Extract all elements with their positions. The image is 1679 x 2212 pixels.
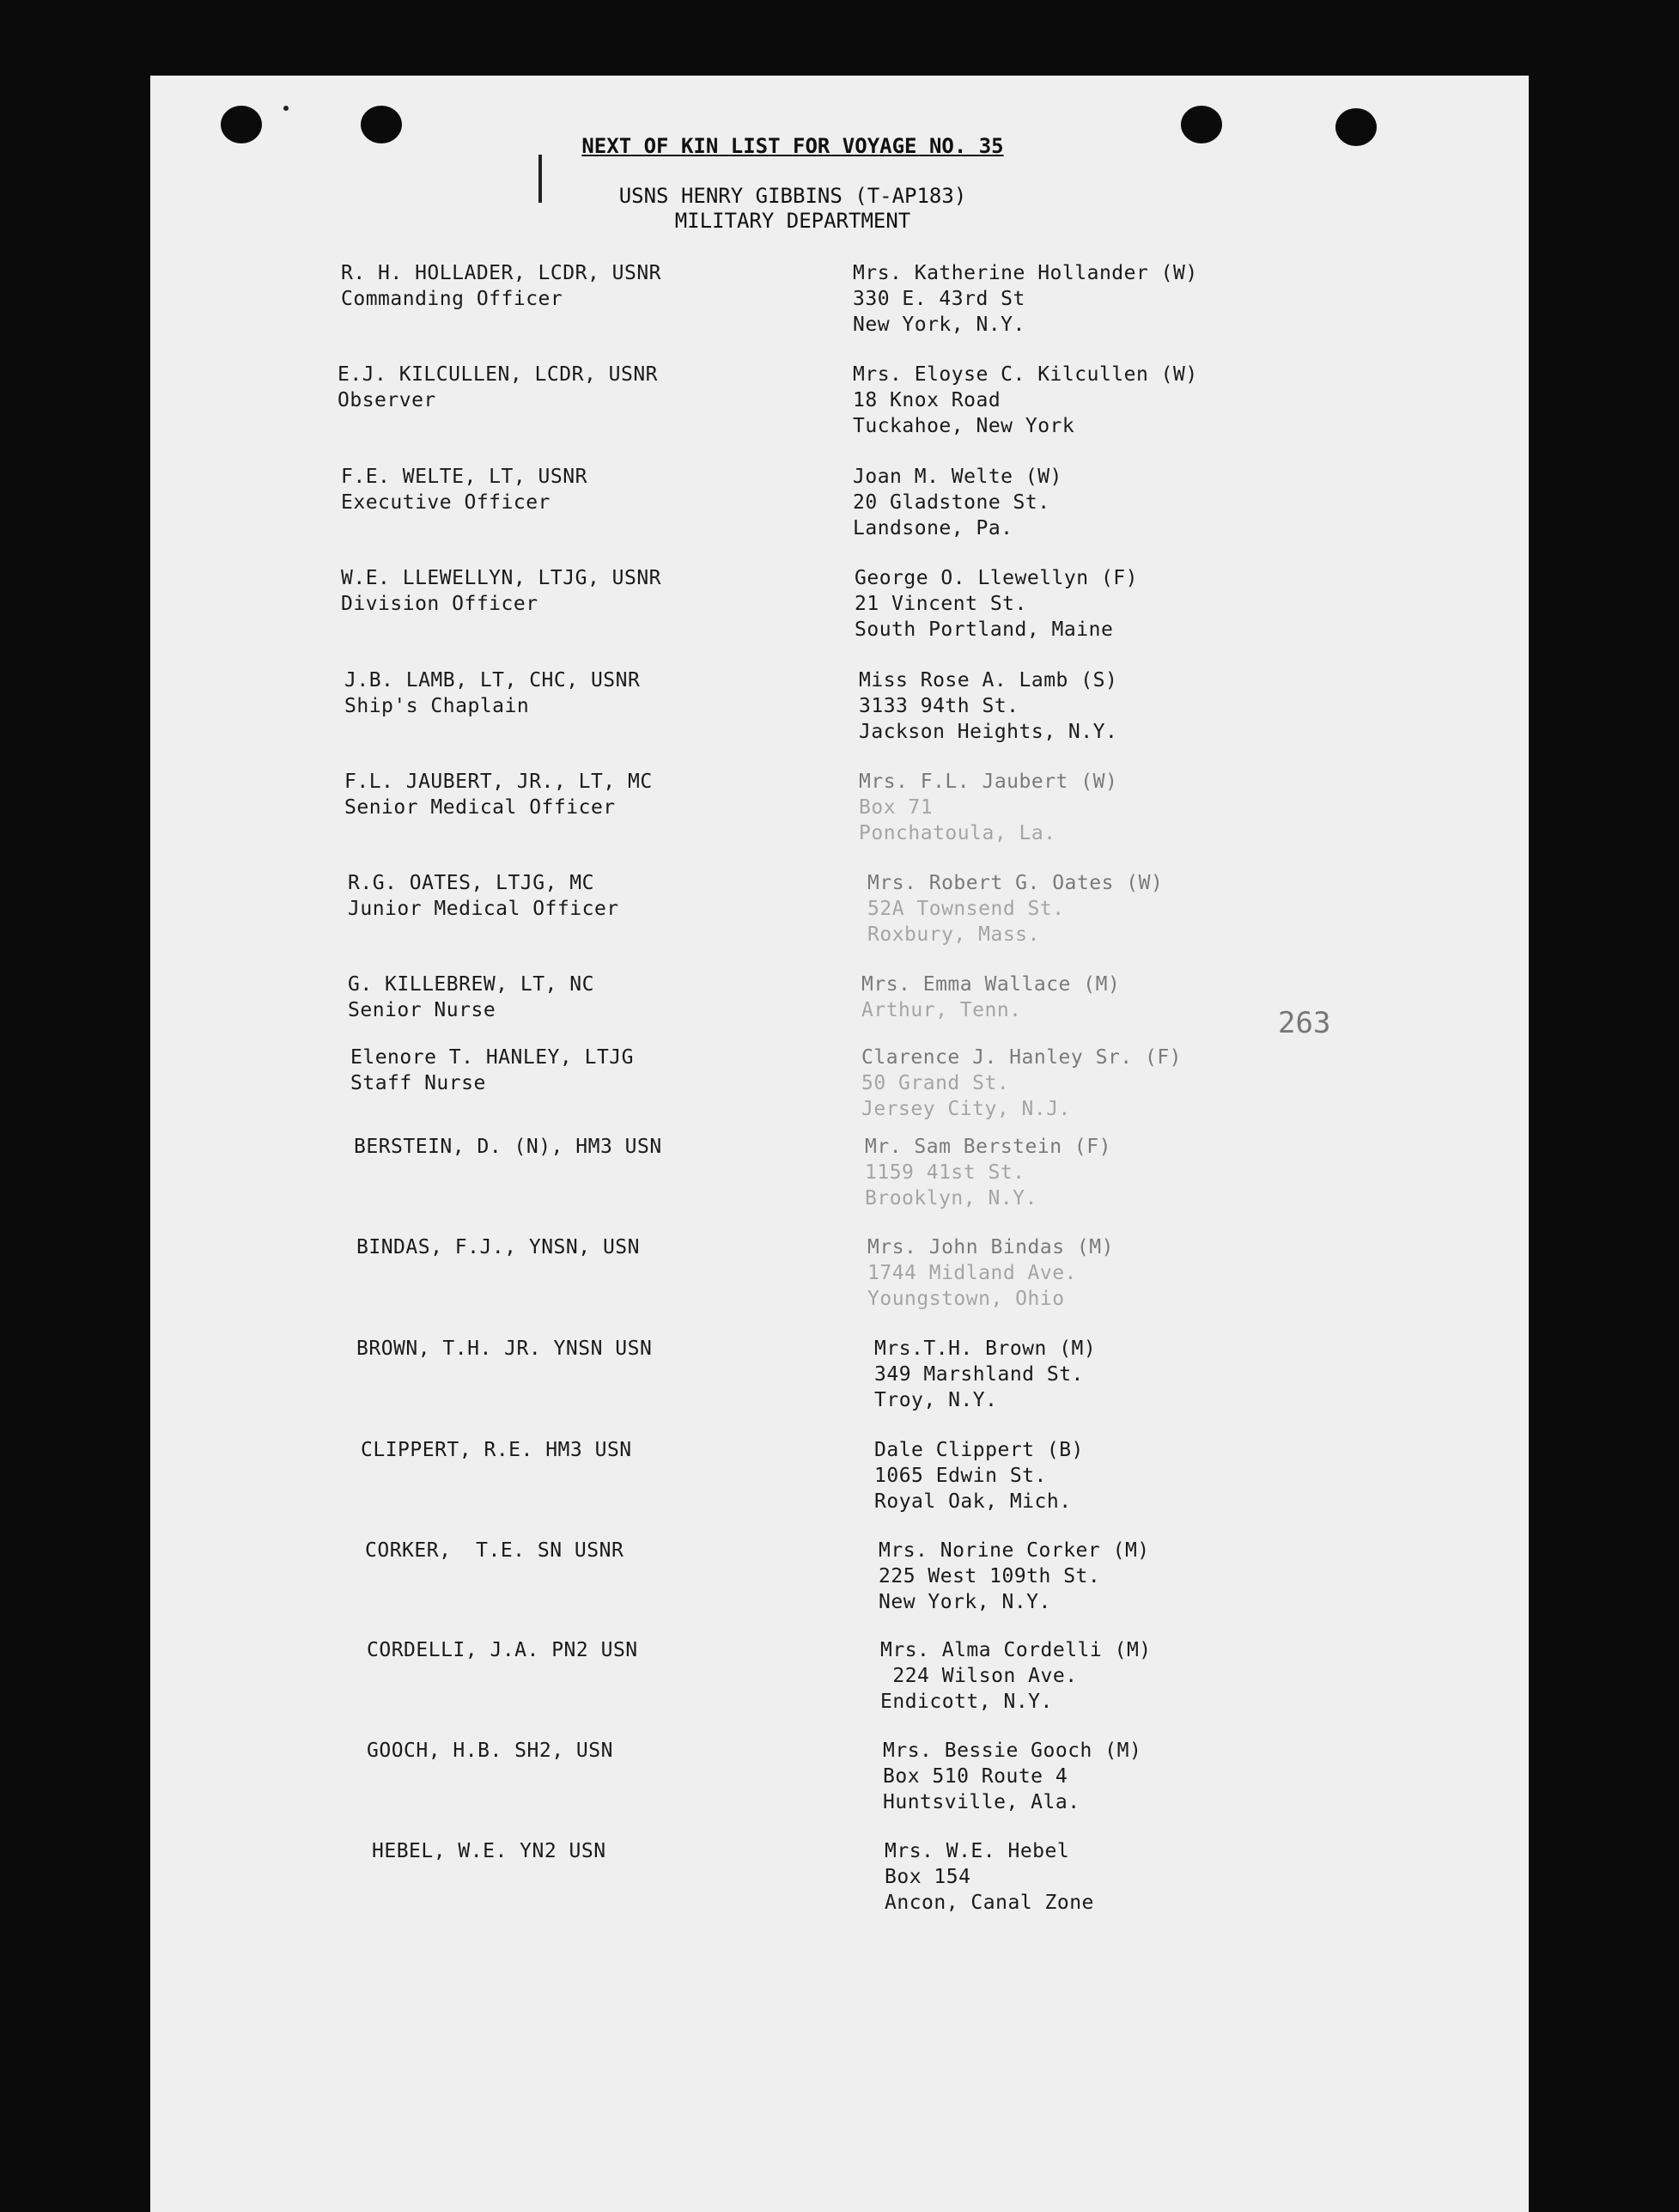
entry-next-of-kin bbox=[861, 1045, 1182, 1122]
kin-line: New York, N.Y. bbox=[853, 314, 1025, 336]
kin-line: South Portland, Maine bbox=[855, 619, 1114, 641]
member-name: GOOCH, H.B. SH2, USN bbox=[367, 1740, 613, 1762]
member-name: E.J. KILCULLEN, LCDR, USNR bbox=[338, 363, 659, 386]
entry-next-of-kin bbox=[874, 1437, 1084, 1514]
entry-service-member bbox=[356, 1234, 640, 1260]
entry-next-of-kin bbox=[853, 362, 1198, 439]
kin-line: 224 Wilson Ave. bbox=[880, 1665, 1078, 1687]
kin-line: Jersey City, N.J. bbox=[861, 1098, 1071, 1120]
kin-line: Dale Clippert (B) bbox=[874, 1439, 1084, 1461]
kin-line: Mrs. Emma Wallace (M) bbox=[861, 973, 1121, 996]
entry-next-of-kin bbox=[880, 1637, 1152, 1715]
member-name: R. H. HOLLADER, LCDR, USNR bbox=[341, 262, 662, 284]
punch-hole bbox=[1335, 108, 1377, 146]
kin-line: Mrs. Norine Corker (M) bbox=[879, 1539, 1150, 1562]
punch-hole bbox=[221, 106, 262, 143]
entry-next-of-kin bbox=[853, 260, 1198, 338]
kin-line: 1159 41st St. bbox=[865, 1161, 1025, 1184]
kin-line: 52A Townsend St. bbox=[867, 898, 1065, 920]
kin-line: Clarence J. Hanley Sr. (F) bbox=[861, 1046, 1183, 1069]
kin-line: 18 Knox Road bbox=[853, 389, 1001, 411]
kin-line: Endicott, N.Y. bbox=[880, 1691, 1053, 1713]
member-name: CORDELLI, J.A. PN2 USN bbox=[367, 1639, 638, 1661]
kin-line: 20 Gladstone St. bbox=[853, 491, 1050, 514]
entry-service-member bbox=[338, 362, 658, 413]
entry-service-member bbox=[341, 260, 661, 312]
kin-line: Mr. Sam Berstein (F) bbox=[865, 1136, 1111, 1158]
kin-line: 330 E. 43rd St bbox=[853, 288, 1025, 310]
member-role: Senior Nurse bbox=[348, 999, 496, 1021]
member-name: G. KILLEBREW, LT, NC bbox=[348, 973, 594, 996]
entry-next-of-kin bbox=[879, 1538, 1150, 1615]
entry-service-member bbox=[356, 1336, 652, 1362]
member-name: BROWN, T.H. JR. YNSN USN bbox=[356, 1338, 653, 1360]
kin-line: Box 154 bbox=[885, 1866, 971, 1888]
kin-line: 349 Marshland St. bbox=[874, 1363, 1084, 1386]
kin-line: Mrs. Eloyse C. Kilcullen (W) bbox=[853, 363, 1198, 386]
member-name: CLIPPERT, R.E. HM3 USN bbox=[361, 1439, 632, 1461]
kin-line: Mrs. Bessie Gooch (M) bbox=[883, 1740, 1142, 1762]
member-role: Commanding Officer bbox=[341, 288, 563, 310]
entry-service-member bbox=[348, 870, 619, 922]
ship-name: USNS HENRY GIBBINS (T-AP183) bbox=[618, 184, 967, 208]
entry-next-of-kin bbox=[855, 565, 1138, 643]
document-title: NEXT OF KIN LIST FOR VOYAGE NO. 35 bbox=[581, 134, 1004, 158]
entry-service-member bbox=[365, 1538, 624, 1563]
kin-line: Brooklyn, N.Y. bbox=[865, 1187, 1037, 1210]
kin-line: Huntsville, Ala. bbox=[883, 1791, 1080, 1813]
kin-line: Mrs. John Bindas (M) bbox=[867, 1236, 1114, 1258]
member-role: Senior Medical Officer bbox=[344, 796, 616, 819]
member-name: Elenore T. HANLEY, LTJG bbox=[350, 1046, 634, 1069]
member-role: Executive Officer bbox=[341, 491, 551, 514]
kin-line: Ancon, Canal Zone bbox=[885, 1892, 1094, 1914]
kin-line: Mrs. Robert G. Oates (W) bbox=[867, 872, 1164, 894]
member-name: F.E. WELTE, LT, USNR bbox=[341, 466, 587, 488]
entry-next-of-kin bbox=[859, 769, 1117, 846]
kin-line: Miss Rose A. Lamb (S) bbox=[859, 669, 1118, 692]
entry-service-member bbox=[350, 1045, 634, 1096]
entry-next-of-kin bbox=[859, 667, 1117, 745]
kin-line: 1744 Midland Ave. bbox=[867, 1262, 1077, 1284]
kin-line: Mrs. Alma Cordelli (M) bbox=[880, 1639, 1152, 1661]
member-name: F.L. JAUBERT, JR., LT, MC bbox=[344, 771, 653, 793]
entry-next-of-kin bbox=[885, 1838, 1094, 1916]
kin-line: Jackson Heights, N.Y. bbox=[859, 721, 1118, 743]
kin-line: 1065 Edwin St. bbox=[874, 1465, 1047, 1487]
entry-service-member bbox=[372, 1838, 606, 1864]
kin-line: Mrs. Katherine Hollander (W) bbox=[853, 262, 1198, 284]
speck bbox=[283, 106, 289, 111]
entry-service-member bbox=[341, 565, 661, 617]
kin-line: Mrs.T.H. Brown (M) bbox=[874, 1338, 1097, 1360]
kin-line: Mrs. F.L. Jaubert (W) bbox=[859, 771, 1118, 793]
entry-next-of-kin bbox=[867, 1234, 1114, 1312]
entry-service-member bbox=[361, 1437, 632, 1463]
kin-line: 50 Grand St. bbox=[861, 1072, 1010, 1094]
kin-line: Ponchatoula, La. bbox=[859, 822, 1056, 844]
member-name: J.B. LAMB, LT, CHC, USNR bbox=[344, 669, 641, 692]
member-role: Staff Nurse bbox=[350, 1072, 486, 1094]
punch-hole bbox=[1181, 106, 1222, 143]
kin-line: Royal Oak, Mich. bbox=[874, 1490, 1072, 1513]
kin-line: Box 71 bbox=[859, 796, 934, 819]
kin-line: George O. Llewellyn (F) bbox=[855, 567, 1138, 589]
entry-next-of-kin bbox=[853, 464, 1062, 541]
member-name: HEBEL, W.E. YN2 USN bbox=[372, 1840, 606, 1862]
kin-line: 3133 94th St. bbox=[859, 695, 1019, 717]
page-number: 263 bbox=[1278, 1006, 1331, 1040]
member-role: Junior Medical Officer bbox=[348, 898, 619, 920]
kin-line: Arthur, Tenn. bbox=[861, 999, 1022, 1021]
entry-next-of-kin bbox=[883, 1738, 1141, 1815]
member-role: Observer bbox=[338, 389, 436, 411]
kin-line: New York, N.Y. bbox=[879, 1591, 1051, 1613]
kin-line: Landsone, Pa. bbox=[853, 517, 1013, 539]
entry-next-of-kin bbox=[874, 1336, 1096, 1413]
kin-line: Box 510 Route 4 bbox=[883, 1765, 1068, 1788]
kin-line: Roxbury, Mass. bbox=[867, 923, 1040, 946]
entry-service-member bbox=[344, 769, 653, 820]
kin-line: 21 Vincent St. bbox=[855, 593, 1027, 615]
entry-service-member bbox=[348, 972, 594, 1023]
entry-service-member bbox=[354, 1134, 662, 1160]
entry-next-of-kin bbox=[867, 870, 1163, 948]
kin-line: 225 West 109th St. bbox=[879, 1565, 1101, 1587]
member-name: BERSTEIN, D. (N), HM3 USN bbox=[354, 1136, 662, 1158]
entry-service-member bbox=[367, 1637, 638, 1663]
kin-line: Mrs. W.E. Hebel bbox=[885, 1840, 1070, 1862]
entry-service-member bbox=[344, 667, 640, 719]
member-name: W.E. LLEWELLYN, LTJG, USNR bbox=[341, 567, 662, 589]
kin-line: Tuckahoe, New York bbox=[853, 415, 1075, 437]
kin-line: Joan M. Welte (W) bbox=[853, 466, 1062, 488]
member-role: Division Officer bbox=[341, 593, 538, 615]
department-name: MILITARY DEPARTMENT bbox=[674, 209, 911, 233]
entry-next-of-kin bbox=[861, 972, 1120, 1023]
kin-line: Troy, N.Y. bbox=[874, 1389, 998, 1411]
member-name: BINDAS, F.J., YNSN, USN bbox=[356, 1236, 640, 1258]
member-name: CORKER, T.E. SN USNR bbox=[365, 1539, 624, 1562]
member-name: R.G. OATES, LTJG, MC bbox=[348, 872, 594, 894]
entry-service-member bbox=[367, 1738, 613, 1764]
kin-line: Youngstown, Ohio bbox=[867, 1288, 1065, 1310]
document-page bbox=[150, 76, 1529, 2212]
entry-next-of-kin bbox=[865, 1134, 1111, 1211]
punch-hole bbox=[361, 106, 402, 143]
member-role: Ship's Chaplain bbox=[344, 695, 530, 717]
entry-service-member bbox=[341, 464, 587, 515]
